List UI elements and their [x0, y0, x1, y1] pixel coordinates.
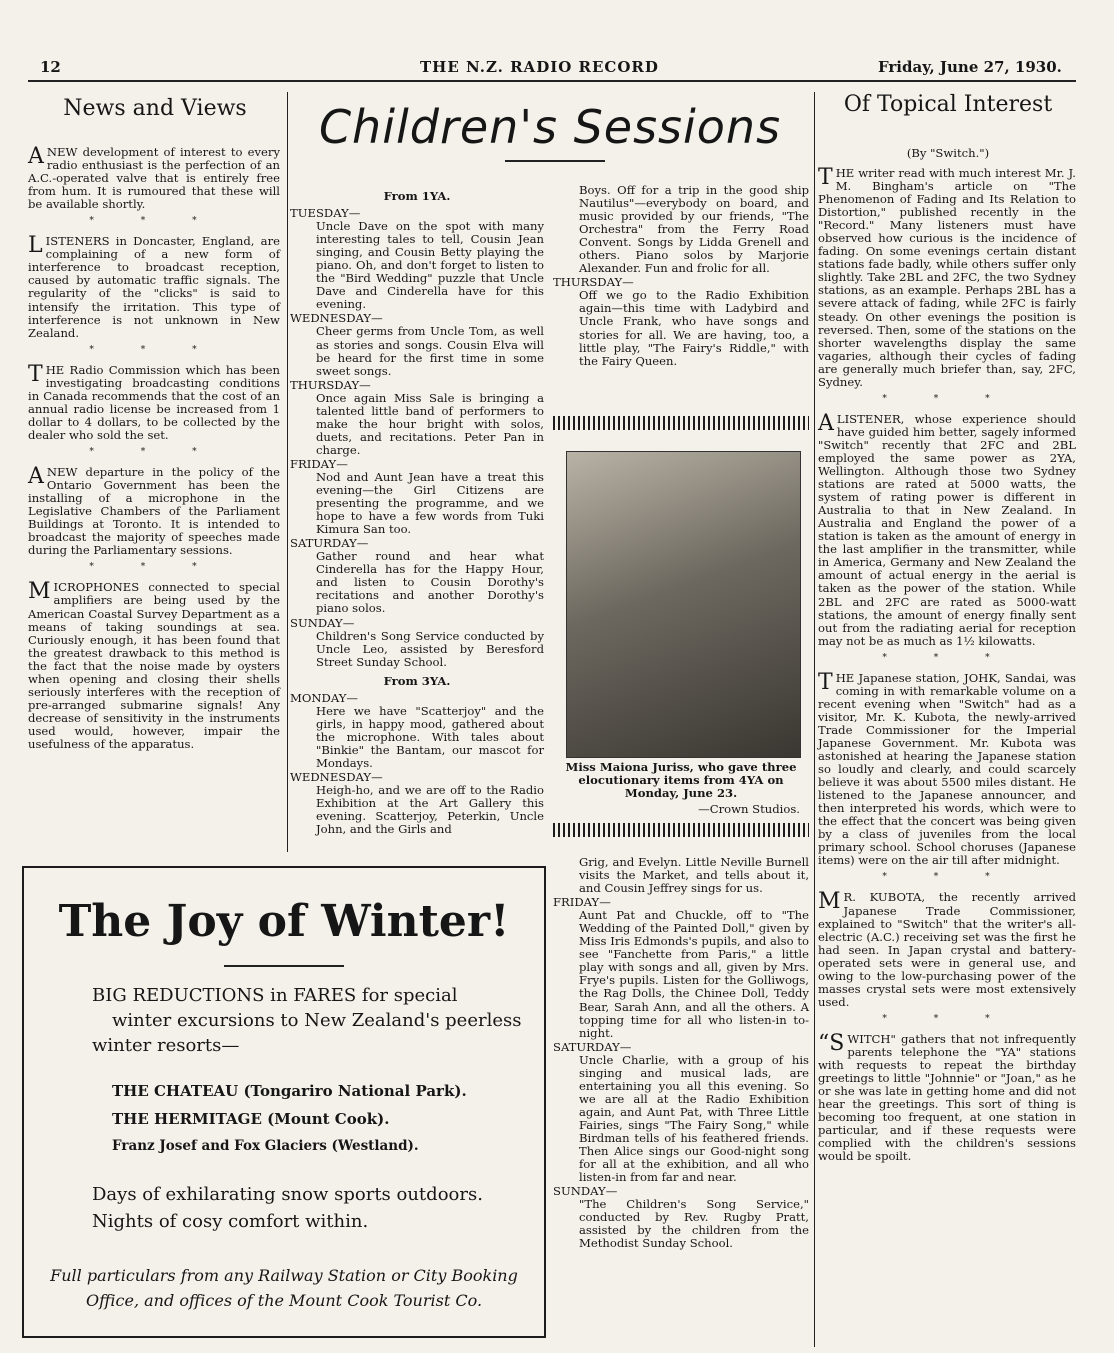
section-separator: * * * [89, 216, 219, 227]
drop-cap: M [28, 579, 51, 605]
news-text: ISTENERS in Doncaster, England, are complaining of a new form of interference to broadcast reception, caused by automatic traffic signals. The regularity of the "clicks" is said to intensify the irritation. This type of interference is not unknown in New Zealand. [28, 234, 280, 340]
ad-place-2: THE HERMITAGE (Mount Cook). [112, 1110, 390, 1128]
session-text: Grig, and Evelyn. Little Neville Burnell visits the Market, and tells about it, and Cousin Jeffrey sings for us. [579, 855, 809, 896]
masthead-rule [28, 80, 1076, 82]
news-text: ICROPHONES connected to special amplifiers are being used by the American Coastal Survey Department as a means of taking soundings at sea. Curiously enough, it has been found that the greatest drawback to this method is the fact that the noise made by oysters when opening and closing their shells seriously interferes with the reception of pre-arranged submarine signals! Any decrease of sensitivity in the instruments used would, however, impair the usefulness of the apparatus. [28, 580, 280, 751]
session-day: MONDAY— [290, 690, 358, 705]
drop-cap: T [28, 361, 43, 387]
session-day: WEDNESDAY— [290, 770, 383, 785]
session-day: WEDNESDAY— [290, 311, 383, 326]
winter-advertisement [22, 866, 546, 1338]
news-text: NEW development of interest to every radio enthusiast is the perfection of an A.C.-operated valve that is entirely free from hum. It is rumoured that these will be available shortly. [28, 145, 280, 212]
ad-place-3: Franz Josef and Fox Glaciers (Westland). [112, 1138, 419, 1154]
ad-place-1: THE CHATEAU (Tongariro National Park). [112, 1082, 467, 1100]
news-paragraph [28, 581, 280, 751]
topical-text: LISTENER, whose experience should have guided him better, sagely informed "Switch" recently that 2FC and 2BL employed the same power as 2YA, Wellington. Although those two Sydney stations are rated at 5000 watts, the system of rating power is different in Australia to that in New Zealand. In Australia and England the power of a station is taken as the amount of energy in the last amplifier in the transmitter, while in America, Germany and New Zealand the amount of actual energy in the aerial is taken as the power of the station. While 2BL and 2FC are rated as 5000-watt stations, the amount of energy finally sent out from the radiating aerial for reception may not be as much as 1½ kilowatts. [818, 411, 1076, 648]
ad-divider [224, 965, 344, 967]
topical-paragraph [818, 1030, 1076, 1164]
section-separator: * * * [882, 393, 1012, 404]
decorative-rule-top [553, 416, 809, 430]
session-text: Boys. Off for a trip in the good ship Nautilus"—everybody on board, and music provided by our friends, "The Orchestra" from the Ferry Road Convent. Songs by Lidda Grenell and others. Piano solos by Marjorie Alexander. Fun and frolic for all. [579, 183, 809, 276]
childrens-column-2-top [553, 184, 809, 369]
news-paragraph [28, 146, 280, 211]
news-text: HE Radio Commission which has been investigating broadcasting conditions in Canada recommends that the cost of an annual radio license be increased from 1 dollar to 4 dollars, to be collected by the dealer who sold the set. [28, 362, 280, 442]
session-day: TUESDAY— [290, 206, 361, 221]
photo-credit: —Crown Studios. [698, 802, 800, 816]
topical-paragraph [818, 167, 1076, 389]
ad-line-3: winter resorts— [92, 1035, 240, 1056]
drop-cap: A [28, 464, 44, 490]
ad-title: The Joy of Winter! [58, 896, 510, 947]
topical-text: HE writer read with much interest Mr. J. M. Bingham's article on "The Phenomenon of Fading and Its Relation to Distortion," published recently in the "Record." Many listeners must have observed how curious is the incidence of fading. On some evenings certain distant stations fade badly, while others suffer only slightly. Take 2BL and 2FC, the two Sydney stations, as an example. Perhaps 2BL has a severe attack of fading, while 2FC is fairly steady. On other evenings the position is reversed. Then, some of the stations on the shorter wavelengths display the same vagaries, although their cycles of fading are generally much briefer than, say, 2FC, Sydney. [818, 166, 1076, 389]
session-day: FRIDAY— [553, 895, 611, 910]
drop-cap: A [818, 410, 834, 436]
ad-days-2: Nights of cosy comfort within. [92, 1211, 369, 1232]
publication-title: THE N.Z. RADIO RECORD [420, 58, 659, 76]
news-heading: News and Views [63, 96, 247, 121]
drop-cap: T [818, 165, 833, 190]
topical-text: R. KUBOTA, the recently arrived Japanese Trade Commissioner, explained to "Switch" that the writer's all-electric (A.C.) receiving set was the first he had seen. In Japan crystal and battery-operated sets were in general use, and owing to the low-purchasing power of the masses crystal sets were most extensively used. [818, 890, 1076, 1009]
session-text: Gather round and hear what Cinderella has for the Happy Hour, and listen to Cousin Dorothy's recitations and another Dorothy's piano solos. [316, 549, 544, 616]
childrens-column-1 [290, 184, 544, 837]
station-heading-1ya: From 1YA. [383, 189, 451, 203]
page-number: 12 [40, 58, 61, 76]
session-text: Nod and Aunt Jean have a treat this evening—the Girl Citizens are presenting the programme, and we hope to have a few words from Tuki Kimura San too. [316, 469, 544, 537]
ad-line-2: winter excursions to New Zealand's peerless [112, 1010, 522, 1031]
session-text: Off we go to the Radio Exhibition again—this time with Ladybird and Uncle Frank, who have songs and stories for all. We are having, too, a little play, "The Fairy's Riddle," with the Fairy Queen. [579, 288, 809, 368]
session-day: SUNDAY— [290, 615, 355, 630]
session-day: FRIDAY— [290, 456, 348, 471]
session-text: Once again Miss Sale is bringing a talented little band of performers to make the hour bright with solos, duets, and recitations. Peter Pan in charge. [316, 390, 544, 457]
session-day: THURSDAY— [553, 275, 634, 290]
childrens-column-2-bottom [553, 856, 809, 1251]
ad-line-1: BIG REDUCTIONS in FARES for special [92, 985, 458, 1006]
portrait-photo [566, 451, 801, 758]
drop-cap: “S [818, 1030, 845, 1056]
section-separator: * * * [882, 1013, 1012, 1024]
session-text: Aunt Pat and Chuckle, off to "The Wedding of the Painted Doll," given by Miss Iris Edmonds's pupils, and also to see "Fanchette from Paris," a little play with songs and all, given by Mrs. Frye's pupils. Listen for the Golliwogs, the Rag Dolls, the Chinee Doll, Teddy Bear, Sarah Ann, and all the others. A topping time for all who listen-in to-night. [579, 908, 809, 1040]
column-divider-3 [814, 92, 815, 1347]
session-text: Uncle Charlie, with a group of his singing and musical lads, are entertaining you all this evening. So we are all at the Radio Exhibition again, and Aunt Pat, with Three Little Fairies, sings "The Fairy Song," while Birdman tells of his feathered friends. Then Alice sings our Good-night song for all at the exhibition, and all who listen-in from far and near. [579, 1052, 809, 1185]
photo-caption: Miss Maiona Juriss, who gave three elocutionary items from 4YA on Monday, June 23. [565, 760, 797, 801]
heading-underline [505, 160, 605, 162]
session-text: Heigh-ho, and we are off to the Radio Exhibition at the Art Gallery this evening. Scatterjoy, Peterkin, Uncle John, and the Girls and [316, 783, 544, 837]
drop-cap: M [818, 889, 841, 915]
session-day: SATURDAY— [553, 1039, 632, 1054]
section-separator: * * * [89, 562, 219, 573]
ad-days-1: Days of exhilarating snow sports outdoors. [92, 1184, 483, 1205]
news-paragraph [28, 235, 280, 339]
news-paragraph [28, 466, 280, 557]
issue-date: Friday, June 27, 1930. [878, 58, 1062, 76]
session-day: SUNDAY— [553, 1184, 618, 1199]
section-separator: * * * [882, 652, 1012, 663]
topical-paragraph [818, 891, 1076, 1008]
session-text: Here we have "Scatterjoy" and the girls, in happy mood, gathered about the microphone. With tales about "Binkie" the Bantam, our mascot for Mondays. [316, 703, 544, 770]
topical-text: HE Japanese station, JOHK, Sandai, was coming in with remarkable volume on a recent evening when "Switch" had as a visitor, Mr. K. Kubota, the newly-arrived Trade Commissioner for the Imperial Japanese Government. Mr. Kubota was astonished at hearing the Japanese station so loudly and clearly, and could scarcely believe it was about 5500 miles distant. He listened to the Japanese announcer, and then interpreted his words, which were to the effect that the concert was being given by a class of juveniles from the local primary school. School choruses (Japanese items) were on the air till after midnight. [818, 670, 1076, 868]
topical-text: WITCH" gathers that not infrequently parents telephone the "YA" stations with requests to repeat the birthday greetings to little "Johnnie" or "Joan," as he or she was late in getting home and did not hear the greetings. This sort of thing is becoming too frequent, at one station in particular, and if these requests were complied with the children's sessions would be spoilt. [818, 1031, 1076, 1164]
session-text: Children's Song Service conducted by Uncle Leo, assisted by Beresford Street Sunday School. [316, 628, 544, 669]
station-heading-3ya: From 3YA. [383, 673, 451, 688]
drop-cap: T [818, 669, 833, 695]
drop-cap: L [28, 233, 43, 259]
topical-paragraph [818, 669, 1076, 868]
topical-heading: Of Topical Interest [843, 92, 1053, 117]
section-separator: * * * [89, 344, 219, 355]
session-text: Uncle Dave on the spot with many interesting tales to tell, Cousin Jean singing, and Cousin Betty playing the piano. Oh, and don't forget to listen to the "Bird Wedding" puzzle that Uncle Dave and Cinderella have for this evening. [316, 219, 544, 312]
section-separator: * * * [89, 446, 219, 457]
childrens-sessions-heading: Children's Sessions [318, 100, 782, 154]
ad-full-1: Full particulars from any Railway Station or City Booking [50, 1266, 518, 1285]
topical-paragraph [818, 410, 1076, 648]
section-separator: * * * [882, 872, 1012, 883]
session-day: THURSDAY— [290, 377, 371, 392]
news-text: NEW departure in the policy of the Ontario Government has been the installing of a microphone in the Legislative Chambers of the Parliament Buildings at Toronto. It is intended to broadcast the majority of speeches made during the Parliamentary sessions. [28, 465, 280, 558]
session-day: SATURDAY— [290, 536, 369, 551]
news-paragraph [28, 361, 280, 442]
news-column [28, 146, 280, 753]
topical-column [818, 167, 1076, 1165]
column-divider-1 [287, 92, 288, 852]
drop-cap: A [28, 144, 44, 169]
session-text: "The Children's Song Service," conducted by Rev. Rugby Pratt, assisted by the children from the Methodist Sunday School. [579, 1197, 809, 1251]
session-text: Cheer germs from Uncle Tom, as well as stories and songs. Cousin Elva will be heard for the first time in some sweet songs. [316, 324, 544, 378]
decorative-rule-bottom [553, 823, 809, 837]
topical-byline: (By "Switch.") [906, 146, 990, 160]
ad-full-2: Office, and offices of the Mount Cook Tourist Co. [85, 1291, 483, 1310]
